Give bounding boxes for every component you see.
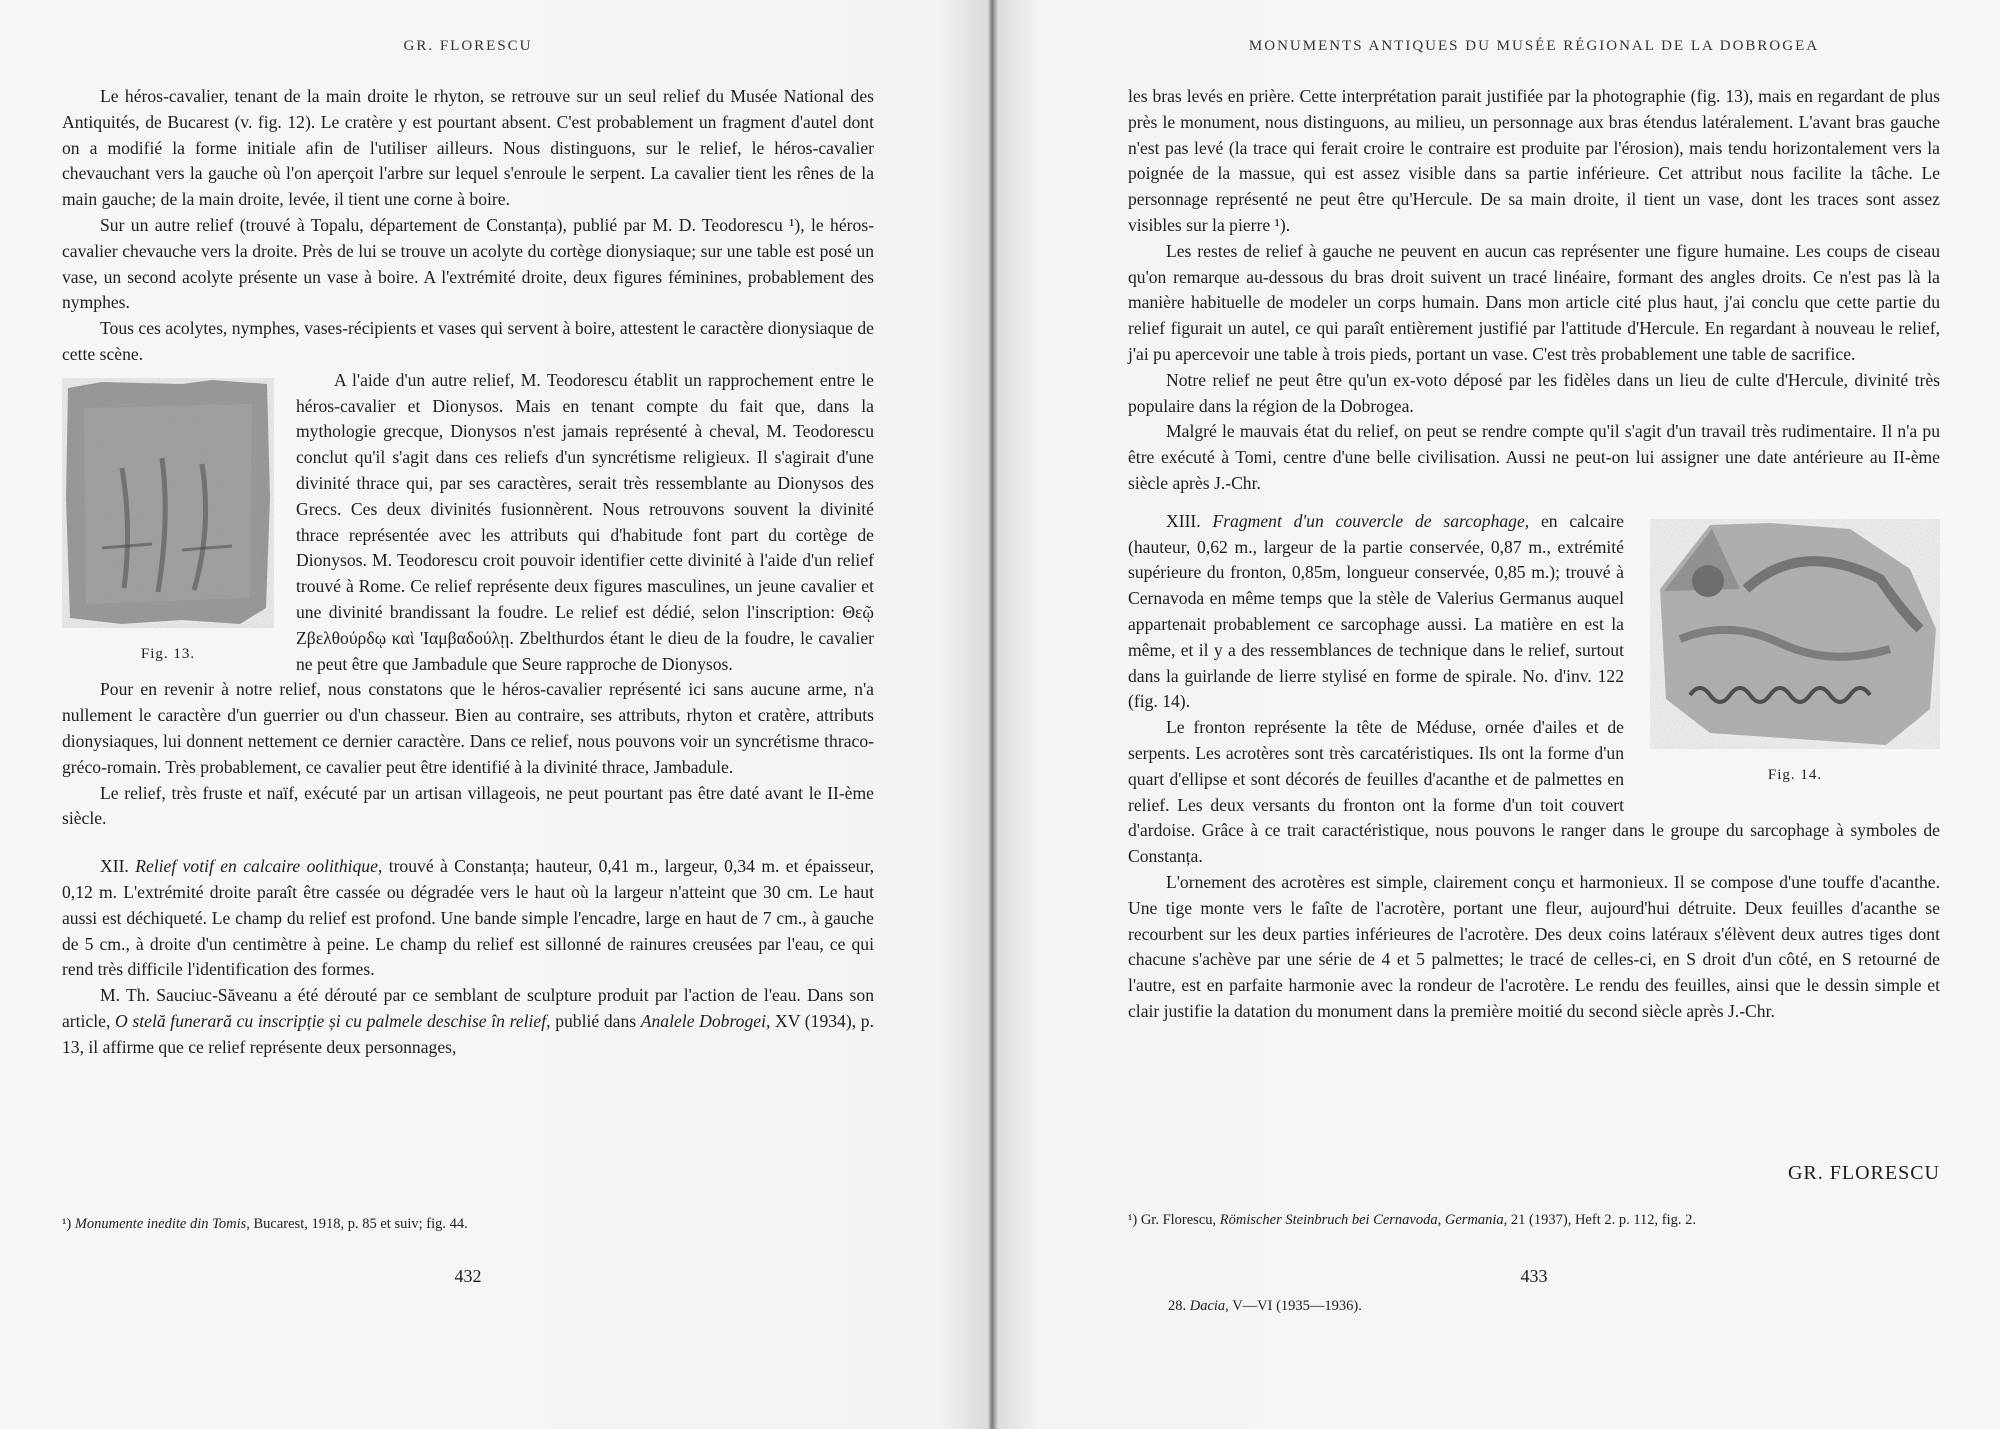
paragraph: Le relief, très fruste et naïf, exécuté par un artisan villageois, ne peut pourtant pas être daté avant le II-ème siècle. [62,782,874,829]
paragraph: Pour en revenir à notre relief, nous constatons que le héros-cavalier représenté ici sans aucune arme, n'a nullement le caractère d'un guerrier ou d'un chasseur. Bien au contraire, ses attributs, rhyton et cratère, attributs dionysiaques, lui donnent nettement ce dernier caractère. Dans ce relief, nous pouvons voir un syncrétisme thraco-gréco-romain. Très probablement, ce cavalier peut être identifié à la divinité thrace, Jambadule. [62,679,874,777]
figure-caption: Fig. 14. [1767,766,1823,783]
figure-13 [62,378,274,668]
left-page [62,0,874,1429]
author-signature: GR. FLORESCU [1787,1162,1940,1184]
printer-signature: 28. Dacia, V—VI (1935—1936). [1168,1298,1362,1314]
paragraph: Notre relief ne peut être qu'un ex-voto déposé par les fidèles dans un lieu de culte d'Hercule, divinité très populaire dans la région de la Dobrogea. [1128,369,1940,416]
running-head: GR. FLORESCU [403,38,533,54]
figure-caption: Fig. 13. [140,645,196,662]
page-number: 432 [454,1266,482,1286]
paragraph: Les restes de relief à gauche ne peuvent en aucun cas représenter une figure humaine. Les coups de ciseau qu'on remarque au-dessous du bras droit suivent un tracé linéaire, formant des angles droits. Ce n'est pas là la manière habituelle de modeler un corps humain. Dans mon article cité plus haut, j'ai conclu que cette partie du relief figurait un autel, ce qui paraît entièrement justifié par l'attitude d'Hercule. En regardant à nouveau le relief, j'ai pu apercevoir une table à trois pieds, portant un vase. C'est très probablement une table de sacrifice. [1128,240,1940,364]
right-body-text [1128,84,1940,1025]
page-number: 433 [1520,1266,1548,1286]
paragraph: Sur un autre relief (trouvé à Topalu, département de Constanța), publié par M. D. Teodorescu ¹), le héros-cavalier chevauche vers la droite. Près de lui se trouve un acolyte du cortège dionysiaque; sur une table est posé un vase, un second acolyte présente un vase à boire. A l'extrémité droite, deux figures féminines, probablement des nymphes. [62,214,874,313]
section-xiii: XIII. Fragment d'un couvercle de sarcophage, en calcaire (hauteur, 0,62 m., largeur de la partie conservée, 0,87 m., extrémité supérieure du fronton, 0,85m, longueur conservée, 0,85 m.); trouvé à Cernavoda en même temps que la stèle de Valerius Germanus auquel appartenait probablement ce sarcophage aussi. La matière en est la même, et il y a des ressemblances de technique dans le relief, surtout dans la guirlande de lierre stylisé en forme de spirale. No. d'inv. 122 (fig. 14). [1128,510,1624,712]
paragraph: Le héros-cavalier, tenant de la main droite le rhyton, se retrouve sur un seul relief du Musée National des Antiquités, de Bucarest (v. fig. 12). Le cratère y est pourtant absent. C'est probablement un fragment d'autel dont on a modifié la forme initiale afin de l'utiliser ailleurs. Nous distinguons, sur le relief, le héros-cavalier chevauchant vers la gauche où l'on aperçoit l'arbre sur lequel s'enroule le serpent. La cavalier tient les rênes de la main gauche; de la main droite, levée, il tient une corne à boire. [62,86,874,210]
paragraph: les bras levés en prière. Cette interprétation parait justifiée par la photographie (fig. 13), mais en regardant de plus près le monument, nous distinguons, au milieu, un personnage aux bras étendus latéralement. L'avant bras gauche n'est pas levé (la trace qui ferait croire le contraire est produite par l'érosion), mais tendu horizontalement vers la poignée de la massue, qui est assez visible dans sa partie inférieure. Cet attribut nous facilite la tâche. Le personnage représenté ne peut être qu'Hercule. De sa main droite, il tient un vase, dont les traces sont assez visibles sur la pierre ¹). [1128,86,1940,235]
section-xii: XII. Relief votif en calcaire oolithique, trouvé à Constanța; hauteur, 0,41 m., largeur, 0,34 m. et épaisseur, 0,12 m. L'extrémité droite paraît être cassée ou dégradée vers le haut où la largeur n'atteint que 30 cm. Le haut aussi est déchiqueté. Le champ du relief est profond. Une bande simple l'encadre, large en haut de 7 cm., à gauche de 5 cm., à droite d'un centimètre à peine. Le champ du relief est sillonné de rainures creusées par l'eau, ce qui rend très difficile l'identification des formes. [62,856,874,980]
footnote: ¹) Monumente inedite din Tomis, Bucarest, 1918, p. 85 et suiv; fig. 44. [62,1216,468,1232]
paragraph: Le fronton représente la tête de Méduse, ornée d'ailes et de serpents. Les acrotères sont très carcatéristiques. Ils ont la forme d'un quart d'ellipse et sont décorés de feuilles d'acanthe et de palmettes en relief. Les deux versants du fronton ont la forme d'un toit couvert d'ardoise. Grâce à ce trait caractéristique, nous pouvons le ranger dans le groupe du sarcophage à symboles de Constanța. [1128,717,1940,867]
paragraph: M. Th. Sauciuc-Săveanu a été dérouté par ce semblant de sculpture produit par l'action de l'eau. Dans son article, O stelă funerară cu inscripție și cu palmele deschise în relief, publié dans Analele Dobrogei, XV (1934), p. 13, il affirme que ce relief représente deux personnages, [62,985,874,1057]
paragraph: Malgré le mauvais état du relief, on peut se rendre compte qu'il s'agit d'un travail très rudimentaire. Il n'a pu être exécuté à Tomi, centre d'une belle civilisation. Aussi ne peut-on lui assigner une date antérieure au II-ème siècle après J.-Chr. [1128,421,1940,493]
relief-photo [62,378,274,628]
paragraph: A l'aide d'un autre relief, M. Teodorescu établit un rapprochement entre le héros-cavalier et Dionysos. Mais en tenant compte du fait que, dans la mythologie grecque, Dionysos n'est jamais représenté à cheval, M. Teodorescu conclut qu'il s'agit dans ces reliefs d'un syncrétisme religieux. Il s'agirait d'une divinité thrace qui, par ses caractères, serait très ressemblante au Dionysos des Grecs. Ces deux divinités fusionnèrent. Nous retrouvons souvent la divinité thrace représentée avec les attributs qui d'habitude font part du cortège de Dionysos. M. Teodorescu croit pouvoir identifier cette divinité à l'aide d'un relief trouvé à Rome. Ce relief représente deux figures masculines, un jeune cavalier et une divinité brandissant la foudre. Le relief est dédié, selon l'inscription: Θεῷ Ζβελθούρδῳ καὶ 'Ιαμβαδούλῃ. Zbelthurdos étant le dieu de la foudre, le cavalier ne peut être que Jambadule que Seure rapproche de Dionysos. [296,369,874,674]
paragraph: Tous ces acolytes, nymphes, vases-récipients et vases qui servent à boire, attestent le caractère dionysiaque de cette scène. [62,318,874,364]
left-body-text [62,84,874,1060]
sarcophagus-photo [1650,519,1940,749]
right-page [1128,0,1940,1429]
figure-14 [1650,519,1940,789]
paragraph: L'ornement des acrotères est simple, clairement conçu et harmonieux. Il se compose d'une touffe d'acanthe. Une tige monte vers le faîte de l'acrotère, portant une fleur, aujourd'hui détruite. Deux feuilles d'acanthe se recourbent sur les deux parties inférieures de l'acrotère. Des deux coins latéraux s'élèvent deux autres tiges dont chacune s'achève par une série de 4 et 5 palmettes; le tracé de celles-ci, en S droit d'un côté, en S retourné de l'autre, est en parfaite harmonie avec la rondeur de l'acrotère. Le rendu des feuilles, ainsi que le dessin simple et clair justifie la datation du monument dans la première moitié du second siècle après J.-Chr. [1128,871,1940,1021]
running-head: MONUMENTS ANTIQUES DU MUSÉE RÉGIONAL DE LA DOBROGEA [1248,38,1820,54]
footnote: ¹) Gr. Florescu, Römischer Steinbruch bei Cernavoda, Germania, 21 (1937), Heft 2. p. 112, fig. 2. [1128,1212,1697,1228]
